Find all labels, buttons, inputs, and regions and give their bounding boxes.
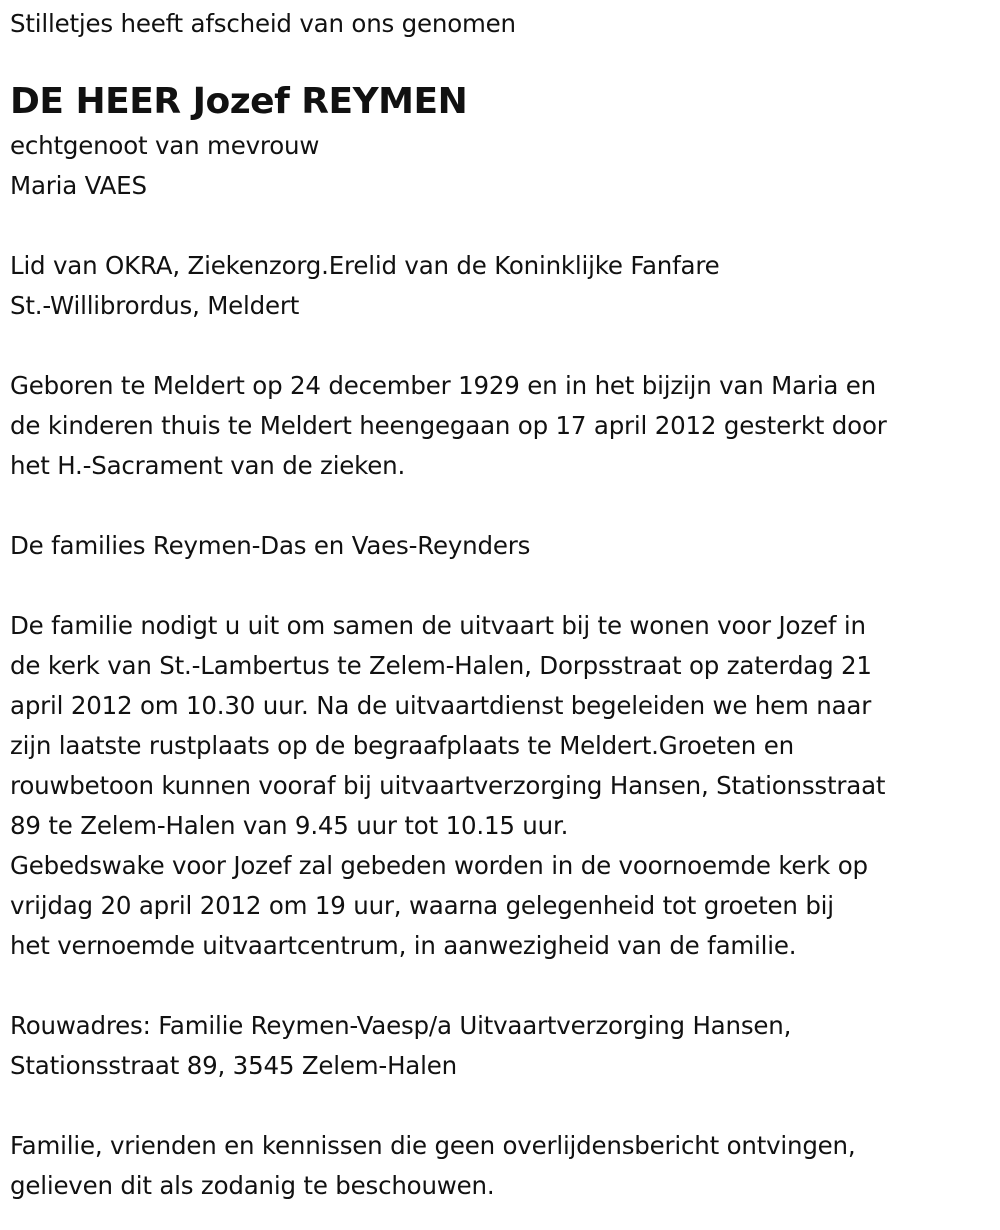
funeral-line: 89 te Zelem-Halen van 9.45 uur tot 10.15 uur. xyxy=(10,811,569,840)
funeral-line: het vernoemde uitvaartcentrum, in aanwezigheid van de familie. xyxy=(10,931,797,960)
funeral-line: rouwbetoon kunnen vooraf bij uitvaartverzorging Hansen, Stationsstraat xyxy=(10,771,886,800)
spouse-block xyxy=(10,126,995,206)
intro-line: Stilletjes heeft afscheid van ons genomen xyxy=(10,9,516,38)
closing-line: Familie, vrienden en kennissen die geen overlijdensbericht ontvingen, xyxy=(10,1131,856,1160)
families-line: De families Reymen-Das en Vaes-Reynders xyxy=(10,531,531,560)
funeral-block xyxy=(10,606,995,966)
address-line: Rouwadres: Familie Reymen-Vaesp/a Uitvaartverzorging Hansen, xyxy=(10,1011,792,1040)
funeral-line: zijn laatste rustplaats op de begraafplaats te Meldert.Groeten en xyxy=(10,731,794,760)
memberships-block xyxy=(10,246,995,326)
funeral-line: vrijdag 20 april 2012 om 19 uur, waarna gelegenheid tot groeten bij xyxy=(10,891,834,920)
memberships-line: St.-Willibrordus, Meldert xyxy=(10,291,300,320)
birth-death-line: Geboren te Meldert op 24 december 1929 en in het bijzijn van Maria en xyxy=(10,371,876,400)
funeral-line: april 2012 om 10.30 uur. Na de uitvaartdienst begeleiden we hem naar xyxy=(10,691,872,720)
funeral-line: de kerk van St.-Lambertus te Zelem-Halen, Dorpsstraat op zaterdag 21 xyxy=(10,651,872,680)
address-line: Stationsstraat 89, 3545 Zelem-Halen xyxy=(10,1051,457,1080)
memberships-line: Lid van OKRA, Ziekenzorg.Erelid van de Koninklijke Fanfare xyxy=(10,251,720,280)
obituary-document xyxy=(10,4,995,1206)
spouse-line: echtgenoot van mevrouw xyxy=(10,131,320,160)
deceased-name: DE HEER Jozef REYMEN xyxy=(10,81,468,122)
funeral-line: De familie nodigt u uit om samen de uitvaart bij te wonen voor Jozef in xyxy=(10,611,866,640)
spouse-name: Maria VAES xyxy=(10,171,147,200)
address-block xyxy=(10,1006,995,1086)
birth-death-line: de kinderen thuis te Meldert heengegaan op 17 april 2012 gesterkt door xyxy=(10,411,887,440)
birth-death-line: het H.-Sacrament van de zieken. xyxy=(10,451,406,480)
closing-block xyxy=(10,1126,995,1206)
closing-line: gelieven dit als zodanig te beschouwen. xyxy=(10,1171,495,1200)
birth-death-block xyxy=(10,366,995,486)
funeral-line: Gebedswake voor Jozef zal gebeden worden in de voornoemde kerk op xyxy=(10,851,868,880)
